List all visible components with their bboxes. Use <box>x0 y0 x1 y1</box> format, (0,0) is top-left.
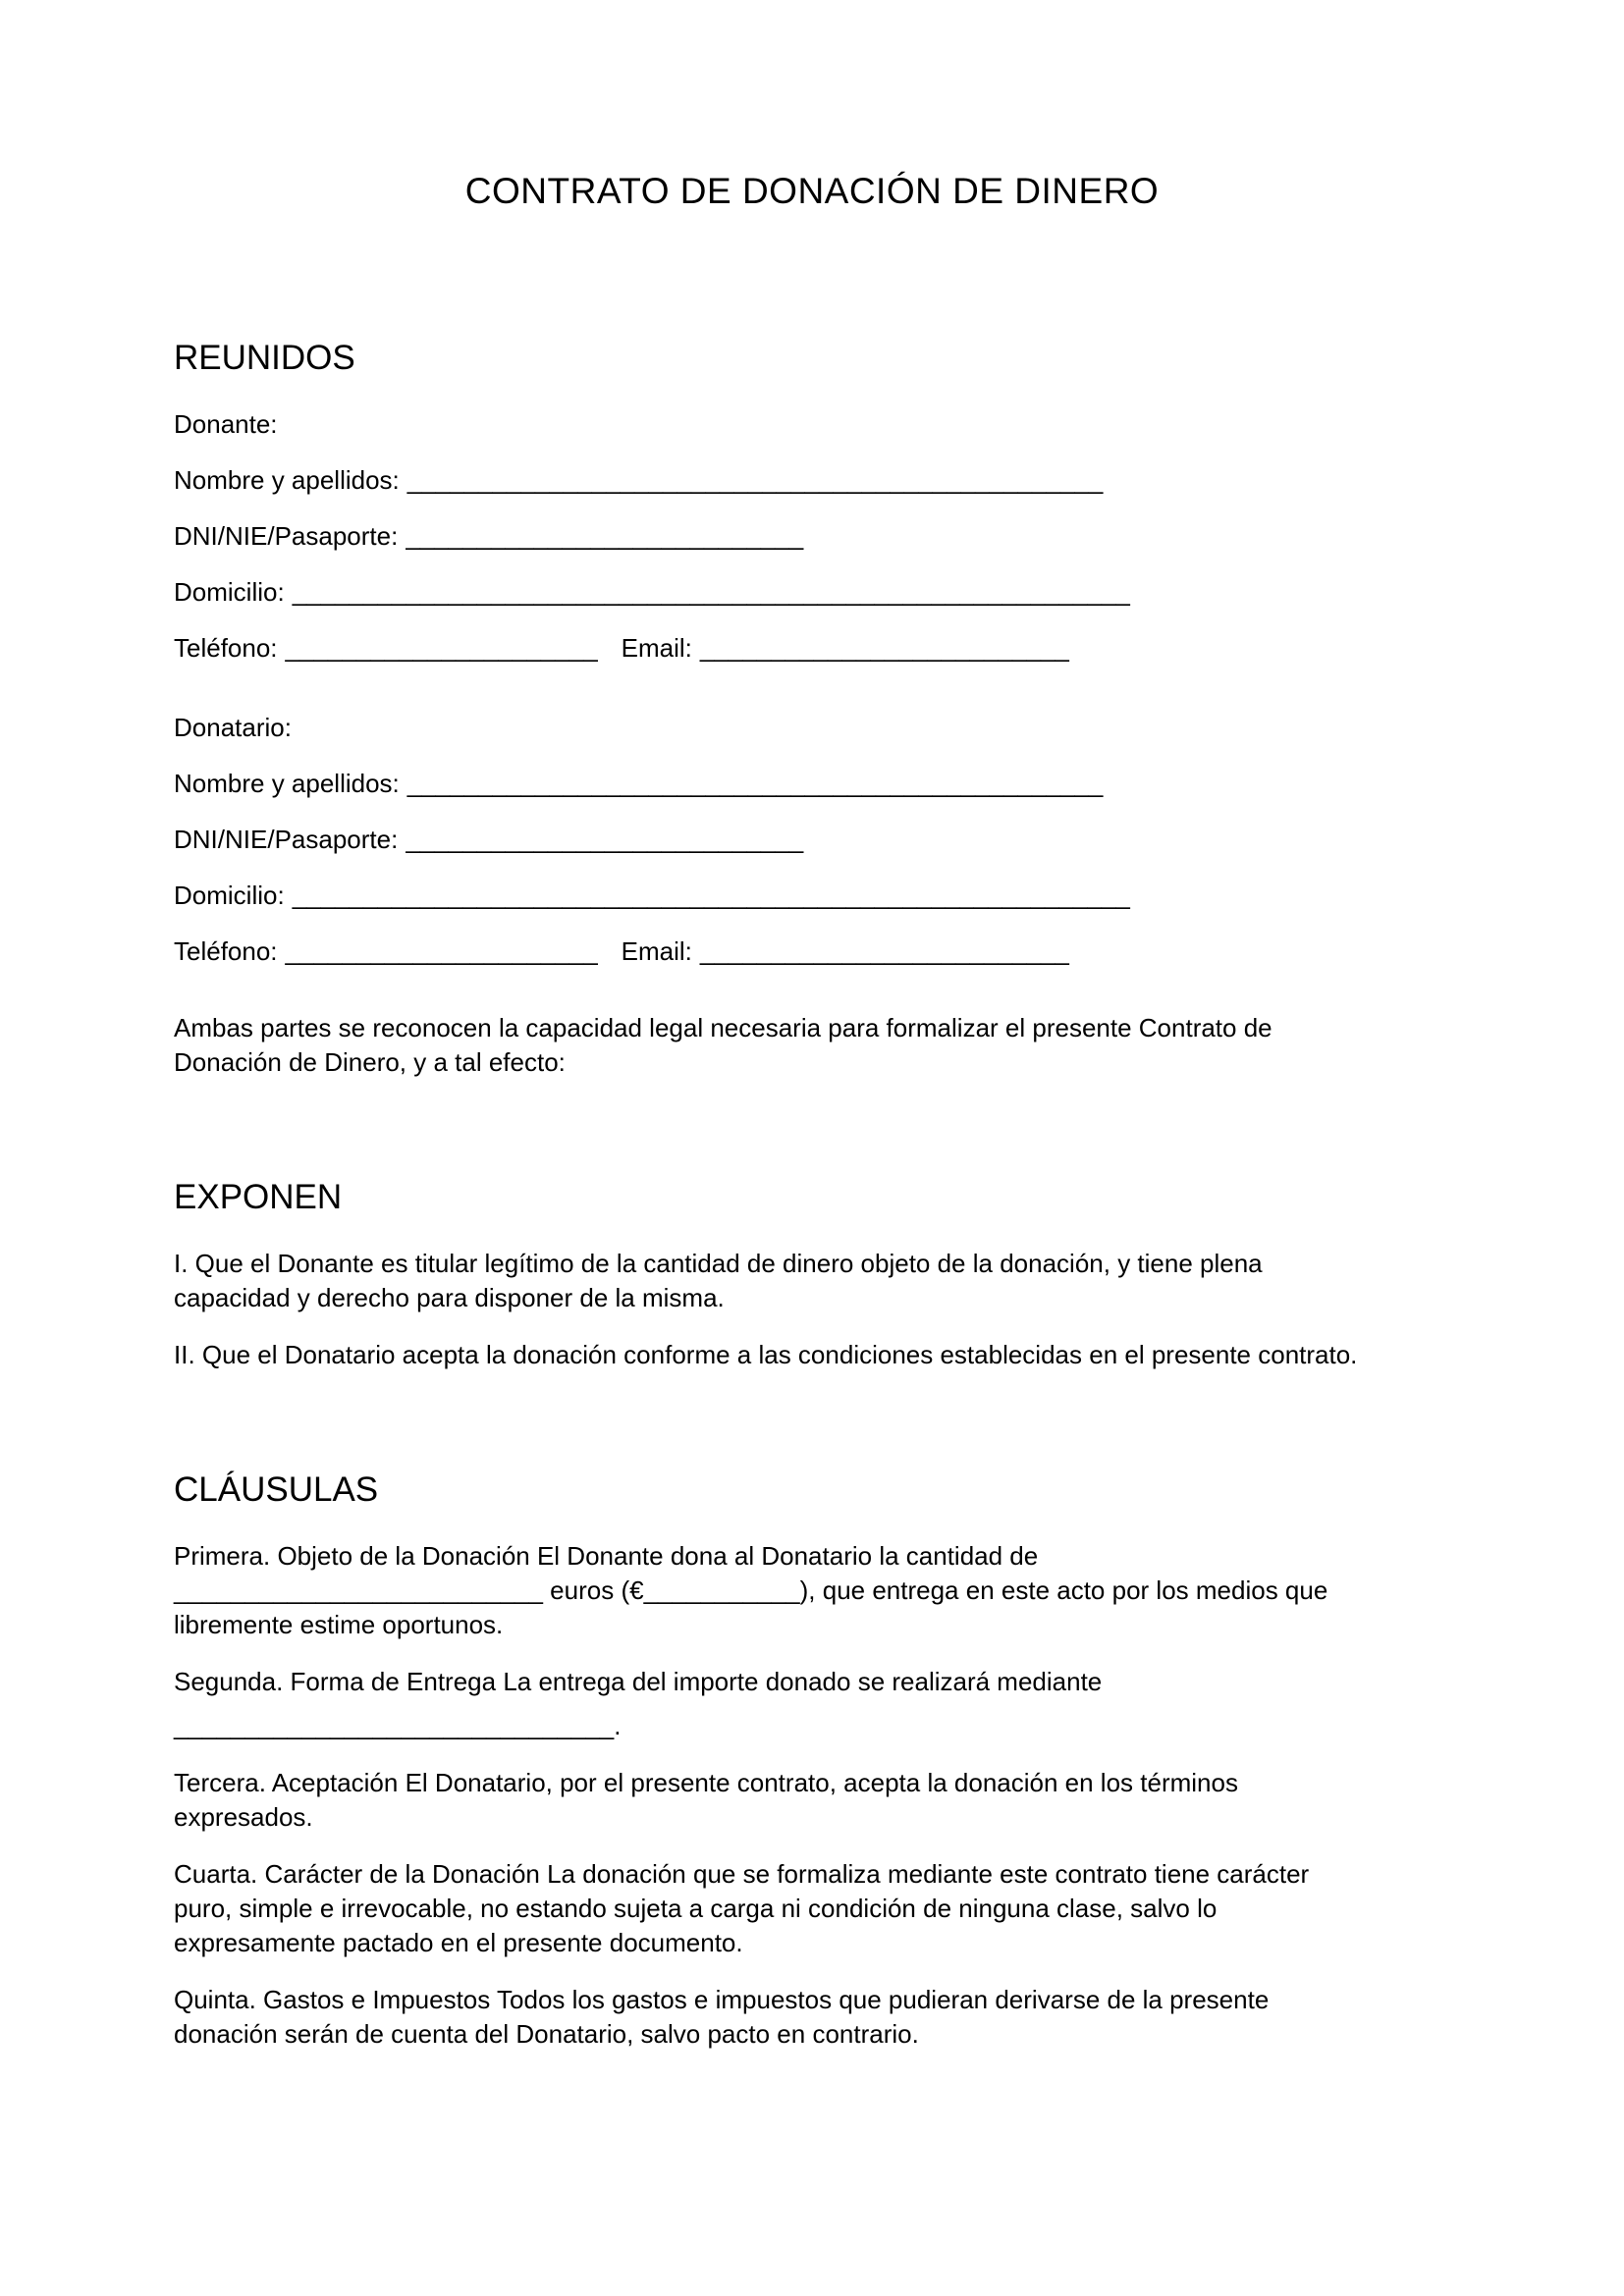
party-label-donatario: Donatario: <box>174 713 292 742</box>
expone-item-2 <box>174 1338 1450 1372</box>
clause-primera <box>174 1539 1450 1642</box>
field-label-dni: DNI/NIE/Pasaporte: <box>174 521 399 551</box>
field-row-domicilio-donatario <box>174 879 1450 913</box>
field-label-email: Email: <box>621 633 692 663</box>
field-row-telefono-email-donatario <box>174 934 1450 969</box>
domicilio-blank-line: ___________________________________________________________ <box>292 881 1130 910</box>
paragraph-line: Ambas partes se reconocen la capacidad legal necesaria para formalizar el presente Contrato de <box>174 1013 1272 1042</box>
field-label-dni: DNI/NIE/Pasaporte: <box>174 825 399 854</box>
field-row-domicilio-donante <box>174 575 1450 610</box>
field-label-telefono: Teléfono: <box>174 633 278 663</box>
paragraph-line-with-blank: __________________________ euros (€___________), que entrega en este acto por los medios que <box>174 1575 1328 1605</box>
expone-item-1 <box>174 1247 1450 1315</box>
dni-blank-line: ____________________________ <box>406 521 804 551</box>
paragraph-line: capacidad y derecho para disponer de la misma. <box>174 1283 725 1312</box>
telefono-blank-line: ______________________ <box>285 633 598 663</box>
field-row-nombre-donatario <box>174 767 1450 801</box>
paragraph-line: Segunda. Forma de Entrega La entrega del importe donado se realizará mediante <box>174 1667 1103 1696</box>
party-label-donante: Donante: <box>174 409 278 439</box>
email-blank-line: __________________________ <box>699 936 1069 966</box>
field-row-dni-donatario <box>174 823 1450 857</box>
field-label-email: Email: <box>621 936 692 966</box>
clause-tercera <box>174 1766 1450 1835</box>
paragraph-line: Primera. Objeto de la Donación El Donante dona al Donatario la cantidad de <box>174 1541 1039 1571</box>
paragraph-line: I. Que el Donante es titular legítimo de la cantidad de dinero objeto de la donación, y tiene plena <box>174 1249 1263 1278</box>
nombre-blank-line: _________________________________________________ <box>406 769 1104 798</box>
clause-segunda <box>174 1665 1450 1743</box>
domicilio-blank-line: ___________________________________________________________ <box>292 577 1130 607</box>
paragraph-line: donación serán de cuenta del Donatario, salvo pacto en contrario. <box>174 2019 919 2049</box>
paragraph-line: puro, simple e irrevocable, no estando sujeta a carga ni condición de ninguna clase, salvo lo <box>174 1894 1218 1923</box>
telefono-blank-line: ______________________ <box>285 936 598 966</box>
dni-blank-line: ____________________________ <box>406 825 804 854</box>
paragraph-line: II. Que el Donatario acepta la donación conforme a las condiciones establecidas en el presente contrato. <box>174 1340 1358 1369</box>
section-heading-exponen: EXPONEN <box>174 1178 343 1216</box>
paragraph-line: expresados. <box>174 1802 313 1832</box>
paragraph-line: expresamente pactado en el presente documento. <box>174 1928 743 1957</box>
paragraph-line: Donación de Dinero, y a tal efecto: <box>174 1047 566 1077</box>
paragraph-capacidad-legal <box>174 1011 1450 1080</box>
email-blank-line: __________________________ <box>699 633 1069 663</box>
field-label-domicilio: Domicilio: <box>174 881 285 910</box>
section-heading-clausulas: CLÁUSULAS <box>174 1470 379 1509</box>
field-label-telefono: Teléfono: <box>174 936 278 966</box>
field-label-domicilio: Domicilio: <box>174 577 285 607</box>
segunda-blank-line: _______________________________. <box>174 1711 622 1740</box>
field-label-nombre: Nombre y apellidos: <box>174 769 400 798</box>
field-label-nombre: Nombre y apellidos: <box>174 465 400 495</box>
nombre-blank-line: _________________________________________________ <box>406 465 1104 495</box>
field-row-nombre-donante <box>174 463 1450 498</box>
paragraph-line: Quinta. Gastos e Impuestos Todos los gastos e impuestos que pudieran derivarse de la presente <box>174 1985 1270 2014</box>
paragraph-line: Tercera. Aceptación El Donatario, por el presente contrato, acepta la donación en los términos <box>174 1768 1238 1797</box>
field-row-dni-donante <box>174 519 1450 554</box>
clause-quinta <box>174 1983 1450 2052</box>
clause-cuarta <box>174 1857 1450 1960</box>
paragraph-line: Cuarta. Carácter de la Donación La donación que se formaliza mediante este contrato tiene carácter <box>174 1859 1310 1889</box>
section-heading-reunidos: REUNIDOS <box>174 339 355 377</box>
paragraph-line: libremente estime oportunos. <box>174 1610 504 1639</box>
contract-title: CONTRATO DE DONACIÓN DE DINERO <box>464 171 1160 211</box>
field-row-telefono-email-donante <box>174 631 1450 666</box>
